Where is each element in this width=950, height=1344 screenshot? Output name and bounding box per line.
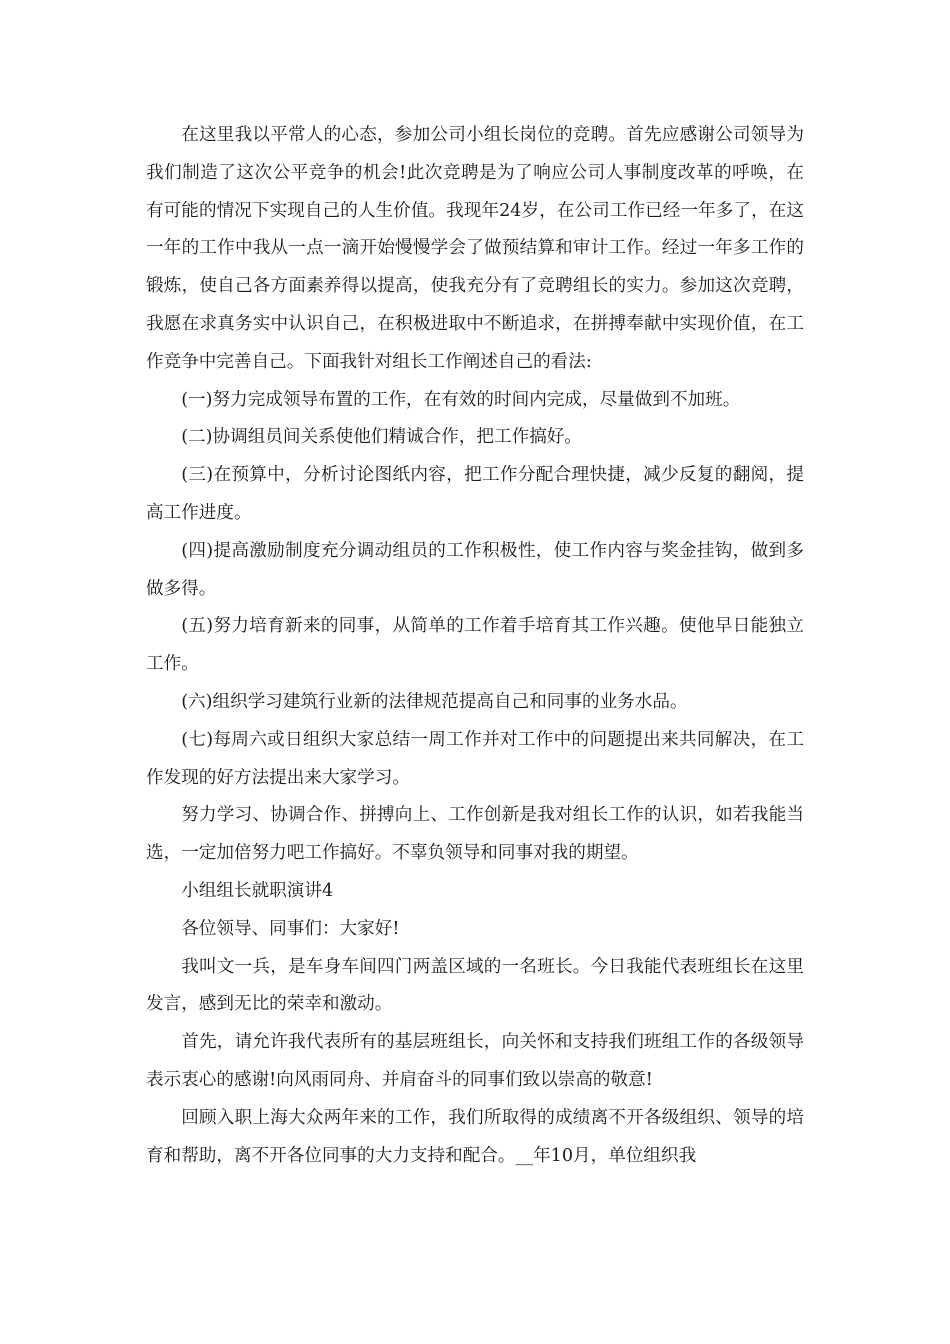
list-item-6: (六)组织学习建筑行业新的法律规范提高自己和同事的业务水品。 [181, 691, 688, 712]
body-paragraph: 在这里我以平常人的心态，参加公司小组长岗位的竞聘。首先应感谢公司领导为我们制造了这次公平竞争的机会!此次竞聘是为了响应公司人事制度改革的呼唤，在有可能的情况下实现自己的人生价值。我现年24岁，在公司工作已经一年多了，在这一年的工作中我从一点一滴开始慢慢学会了做预结算和审计工作。经过一年多工作的锻炼，使自己各方面素养得以提高，使我充分有了竞聘组长的实力。参加这次竞聘，我愿在求真务实中认识自己，在积极进取中不断追求，在拼搏奉献中实现价值，在工作竞争中完善自己。下面我针对组长工作阐述自己的看法: [146, 125, 804, 372]
list-item-3: (三)在预算中，分析讨论图纸内容，把工作分配合理快捷，减少反复的翻阅，提高工作进度。 [146, 465, 804, 523]
list-item-7: (七)每周六或日组织大家总结一周工作并对工作中的问题提出来共同解决，在工作发现的好方法提出来大家学习。 [146, 729, 804, 788]
section-heading: 小组组长就职演讲4 [181, 880, 334, 901]
closing-paragraph: 努力学习、协调合作、拼搏向上、工作创新是我对组长工作的认识，如若我能当选，一定加倍努力吧工作搞好。不辜负领导和同事对我的期望。 [146, 805, 804, 864]
list-item-5: (五)努力培育新来的同事，从简单的工作着手培育其工作兴趣。使他早日能独立工作。 [146, 616, 804, 675]
body-paragraph: 我叫文一兵，是车身车间四门两盖区域的一名班长。今日我能代表班组长在这里发言，感到无比的荣幸和激动。 [146, 956, 804, 1015]
list-item-1: (一)努力完成领导布置的工作，在有效的时间内完成，尽量做到不加班。 [181, 389, 741, 410]
document-page [146, 117, 804, 1175]
greeting: 各位领导、同事们：大家好! [181, 918, 400, 939]
list-item-4: (四)提高激励制度充分调动组员的工作积极性，使工作内容与奖金挂钩，做到多做多得。 [146, 540, 804, 599]
list-item-2: (二)协调组员间关系使他们精诚合作，把工作搞好。 [181, 427, 582, 448]
body-paragraph: 首先，请允许我代表所有的基层班组长，向关怀和支持我们班组工作的各级领导表示衷心的感谢!向风雨同舟、并肩奋斗的同事们致以崇高的敬意! [146, 1032, 804, 1090]
body-paragraph: 回顾入职上海大众两年来的工作，我们所取得的成绩离不开各级组织、领导的培育和帮助，离不开各位同事的大力支持和配合。__年10月，单位组织我 [146, 1107, 804, 1166]
